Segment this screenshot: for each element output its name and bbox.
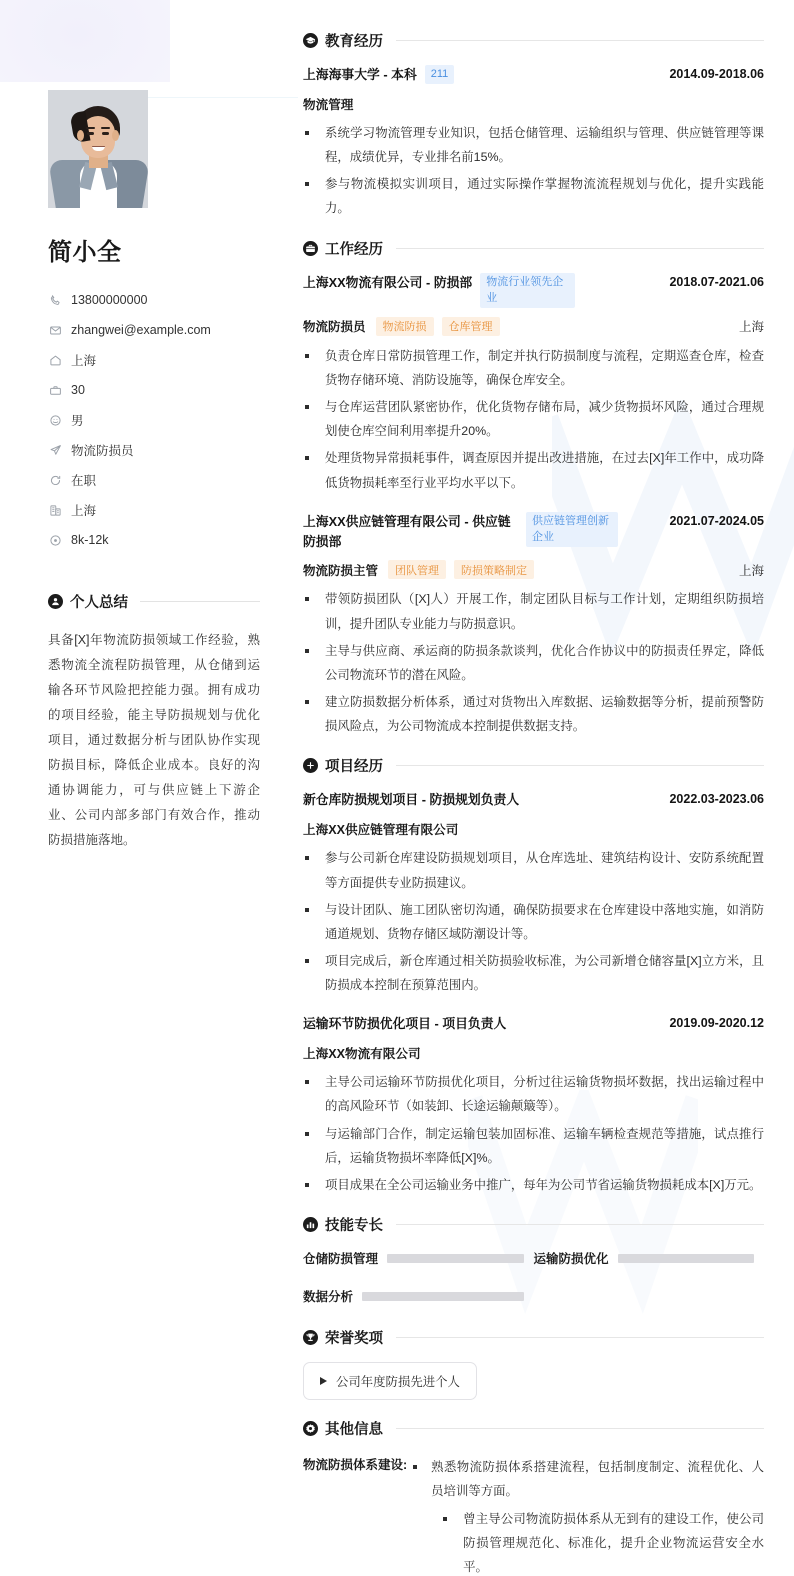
skills-grid [303,1249,764,1305]
contact-row-phone [48,285,260,315]
skill-tag: 团队管理 [388,560,446,579]
entry-date: 2022.03-2023.06 [669,792,764,807]
project-company: 上海XX物流有限公司 [303,1047,421,1062]
bullet-item: 建立防损数据分析体系，通过对货物出入库数据、运输数据等分析，提前预警防损风险点，为公司物流成本控制提供数据支持。 [303,690,764,738]
bullet-item: 与运输部门合作，制定运输包装加固标准、运输车辆检查规范等措施，试点推行后，运输货物损坏率降低[X]%。 [303,1122,764,1170]
contact-value: 上海 [71,504,97,518]
skill-tags [376,317,500,336]
section-header [48,591,260,612]
section-header [303,238,764,259]
section-title: 教育经历 [325,34,383,50]
contact-value: 男 [71,414,84,428]
contact-value: 物流防损员 [71,444,134,458]
other-info-row [303,1453,764,1576]
bullet-item: 项目成果在全公司运输业务中推广，每年为公司节省运输货物损耗成本[X]万元。 [303,1173,764,1197]
section-header [303,1418,764,1439]
role-row [303,317,764,336]
sidebar [0,0,290,1576]
skill-name: 运输防损优化 [533,1252,609,1267]
honor-label: 公司年度防损先进个人 [336,1375,460,1390]
trophy-icon [303,1330,318,1345]
work-entry [303,512,764,739]
bullet-item: 负责仓库日常防损管理工作，制定并执行防损制度与流程，定期巡查仓库，检查货物存储环境、消防设施等，确保仓库安全。 [303,344,764,392]
user-circle-icon [48,594,63,609]
project-entry [303,790,764,997]
contact-row-email [48,315,260,345]
mail-icon [48,323,62,337]
project-icon [303,758,318,773]
work-bullets [303,587,764,738]
entry-date: 2019.09-2020.12 [669,1016,764,1031]
main-content [290,0,794,1576]
section-projects [303,755,764,1197]
skill-name: 数据分析 [303,1290,354,1305]
contact-value: zhangwei@example.com [71,323,211,337]
work-entry [303,273,764,495]
company-name: 上海XX供应链管理有限公司 - 供应链防损部 [303,513,511,549]
skill-bar [618,1254,754,1263]
graduation-cap-icon [303,33,318,48]
bullet-item: 系统学习物流管理专业知识，包括仓储管理、运输组织与管理、供应链管理等课程，成绩优异，专业排名前15%。 [303,121,764,169]
bullet-item: 与仓库运营团队紧密协作，优化货物存储布局，减少货物损坏风险，通过合理规划使仓库空间利用率提升20%。 [303,395,764,443]
candidate-name: 简小全 [48,239,122,266]
job-location: 上海 [738,563,764,578]
contact-value: 上海 [71,354,97,368]
project-company: 上海XX供应链管理有限公司 [303,823,459,838]
contact-row-salary [48,525,260,555]
other-info-body [407,1453,764,1576]
bullet-item: 参与物流模拟实训项目，通过实际操作掌握物流流程规划与优化，提升实践能力。 [303,172,764,220]
divider [396,40,764,41]
divider [396,248,764,249]
project-bullets [303,846,764,997]
section-honors [303,1327,764,1400]
section-education [303,30,764,221]
contact-value: 在职 [71,474,97,488]
entry-header [303,1014,764,1034]
honor-chip[interactable] [303,1362,477,1400]
gender-icon [48,413,62,427]
refresh-icon [48,473,62,487]
section-title: 荣誉奖项 [325,1331,383,1348]
home-icon [48,353,62,367]
section-title: 其他信息 [325,1422,383,1439]
school-badge: 211 [425,65,455,84]
contact-value: 13800000000 [71,293,148,307]
briefcase-circle-icon [303,241,318,256]
skill-bar [362,1292,523,1301]
section-summary [48,591,260,853]
play-triangle-icon [320,1377,327,1385]
section-header [303,30,764,51]
skill-bar [387,1254,523,1263]
briefcase-icon [48,383,62,397]
contact-row-gender [48,405,260,435]
info-circle-icon [303,1421,318,1436]
chart-icon [303,1217,318,1232]
skill-name: 仓储防损管理 [303,1252,379,1267]
avatar-wrapper [48,90,148,208]
bullet-item: 处理货物异常损耗事件，调查原因并提出改进措施，在过去[X]年工作中，成功降低货物损耗率至行业平均水平以下。 [303,446,764,494]
section-title: 工作经历 [325,241,383,258]
project-entry [303,1014,764,1197]
work-bullets [303,344,764,495]
divider [140,601,260,602]
entry-date: 2021.07-2024.05 [669,513,764,528]
section-skills [303,1214,764,1305]
section-header [303,1214,764,1235]
project-title: 新仓库防损规划项目 - 防损规划负责人 [303,792,520,808]
company-name: 上海XX物流有限公司 - 防损部 [303,274,473,290]
bullet-item: 曾主导公司物流防损体系从无到有的建设工作，使公司防损管理规范化、标准化，提升企业物流运营安全水平。 [411,1507,764,1576]
divider [396,1428,764,1429]
section-other [303,1418,764,1576]
contact-value: 30 [71,383,85,397]
skill-item [303,1249,534,1267]
school-name: 上海海事大学 - 本科 [303,67,417,82]
other-bullets [411,1455,764,1576]
section-title: 个人总结 [70,595,128,611]
skill-item [534,1249,765,1267]
other-info-label: 物流防损体系建设: [303,1458,408,1473]
skill-tag: 仓库管理 [442,317,500,336]
entry-header [303,512,764,552]
entry-date: 2014.09-2018.06 [669,67,764,81]
contact-row-age [48,375,260,405]
divider [396,1337,764,1338]
contact-row-city [48,345,260,375]
building-icon [48,503,62,517]
bullet-item: 熟悉物流防损体系搭建流程，包括制度制定、流程优化、人员培训等方面。 [411,1455,764,1503]
bullet-item: 主导与供应商、承运商的防损条款谈判，优化合作协议中的防损责任界定，降低公司物流环节的潜在风险。 [303,639,764,687]
skill-tag: 物流防损 [376,317,434,336]
contact-row-workplace [48,495,260,525]
divider [396,1224,764,1225]
section-header [303,755,764,776]
summary-text: 具备[X]年物流防损领域工作经验，熟悉物流全流程防损管理，从仓储到运输各环节风险把控能力强。拥有成功的项目经验，能主导防损规划与优化项目，通过数据分析与团队协作实现防损目标，降低企业成本。良好的沟通协调能力，可与供应链上下游企业、公司内部多部门有效合作，推动防损措施落地。 [48,633,260,847]
paper-plane-icon [48,443,62,457]
job-title: 物流防损主管 [303,563,379,578]
section-title: 技能专长 [325,1218,383,1235]
bullet-item: 带领防损团队（[X]人）开展工作，制定团队目标与工作计划，定期组织防损培训，提升团队专业能力与防损意识。 [303,587,764,635]
contact-value: 8k-12k [71,533,109,547]
project-bullets [303,1070,764,1197]
avatar [48,90,148,208]
job-title: 物流防损员 [303,320,366,335]
entry-date: 2018.07-2021.06 [669,274,764,289]
education-entry [303,65,764,221]
education-bullets [303,121,764,221]
project-title: 运输环节防损优化项目 - 项目负责人 [303,1016,507,1032]
entry-header [303,65,764,85]
skill-tags [388,560,534,579]
major: 物流管理 [303,97,354,112]
bullet-item: 参与公司新仓库建设防损规划项目，从仓库选址、建筑结构设计、安防系统配置等方面提供专业防损建议。 [303,846,764,894]
company-badge: 供应链管理创新企业 [526,512,618,547]
bullet-item: 与设计团队、施工团队密切沟通，确保防损要求在仓库建设中落地实施，如消防通道规划、货物存储区域防潮设计等。 [303,898,764,946]
company-badge: 物流行业领先企业 [480,273,575,308]
job-location: 上海 [738,320,764,335]
skill-item [303,1287,534,1305]
divider [396,765,764,766]
honors-list [303,1362,764,1400]
section-header [303,1327,764,1348]
entry-header [303,790,764,810]
section-work [303,238,764,739]
entry-header [303,273,764,308]
bullet-item: 主导公司运输环节防损优化项目，分析过往运输货物损坏数据，找出运输过程中的高风险环节（如装卸、长途运输颠簸等）。 [303,1070,764,1118]
contact-info-list [48,285,260,555]
skill-tag: 防损策略制定 [454,560,534,579]
section-title: 项目经历 [325,759,383,776]
contact-row-position [48,435,260,465]
role-row [303,560,764,579]
coin-icon [48,533,62,547]
contact-row-status [48,465,260,495]
phone-icon [48,293,62,307]
bullet-item: 项目完成后，新仓库通过相关防损验收标准，为公司新增仓储容量[X]立方米，且防损成本控制在预算范围内。 [303,949,764,997]
